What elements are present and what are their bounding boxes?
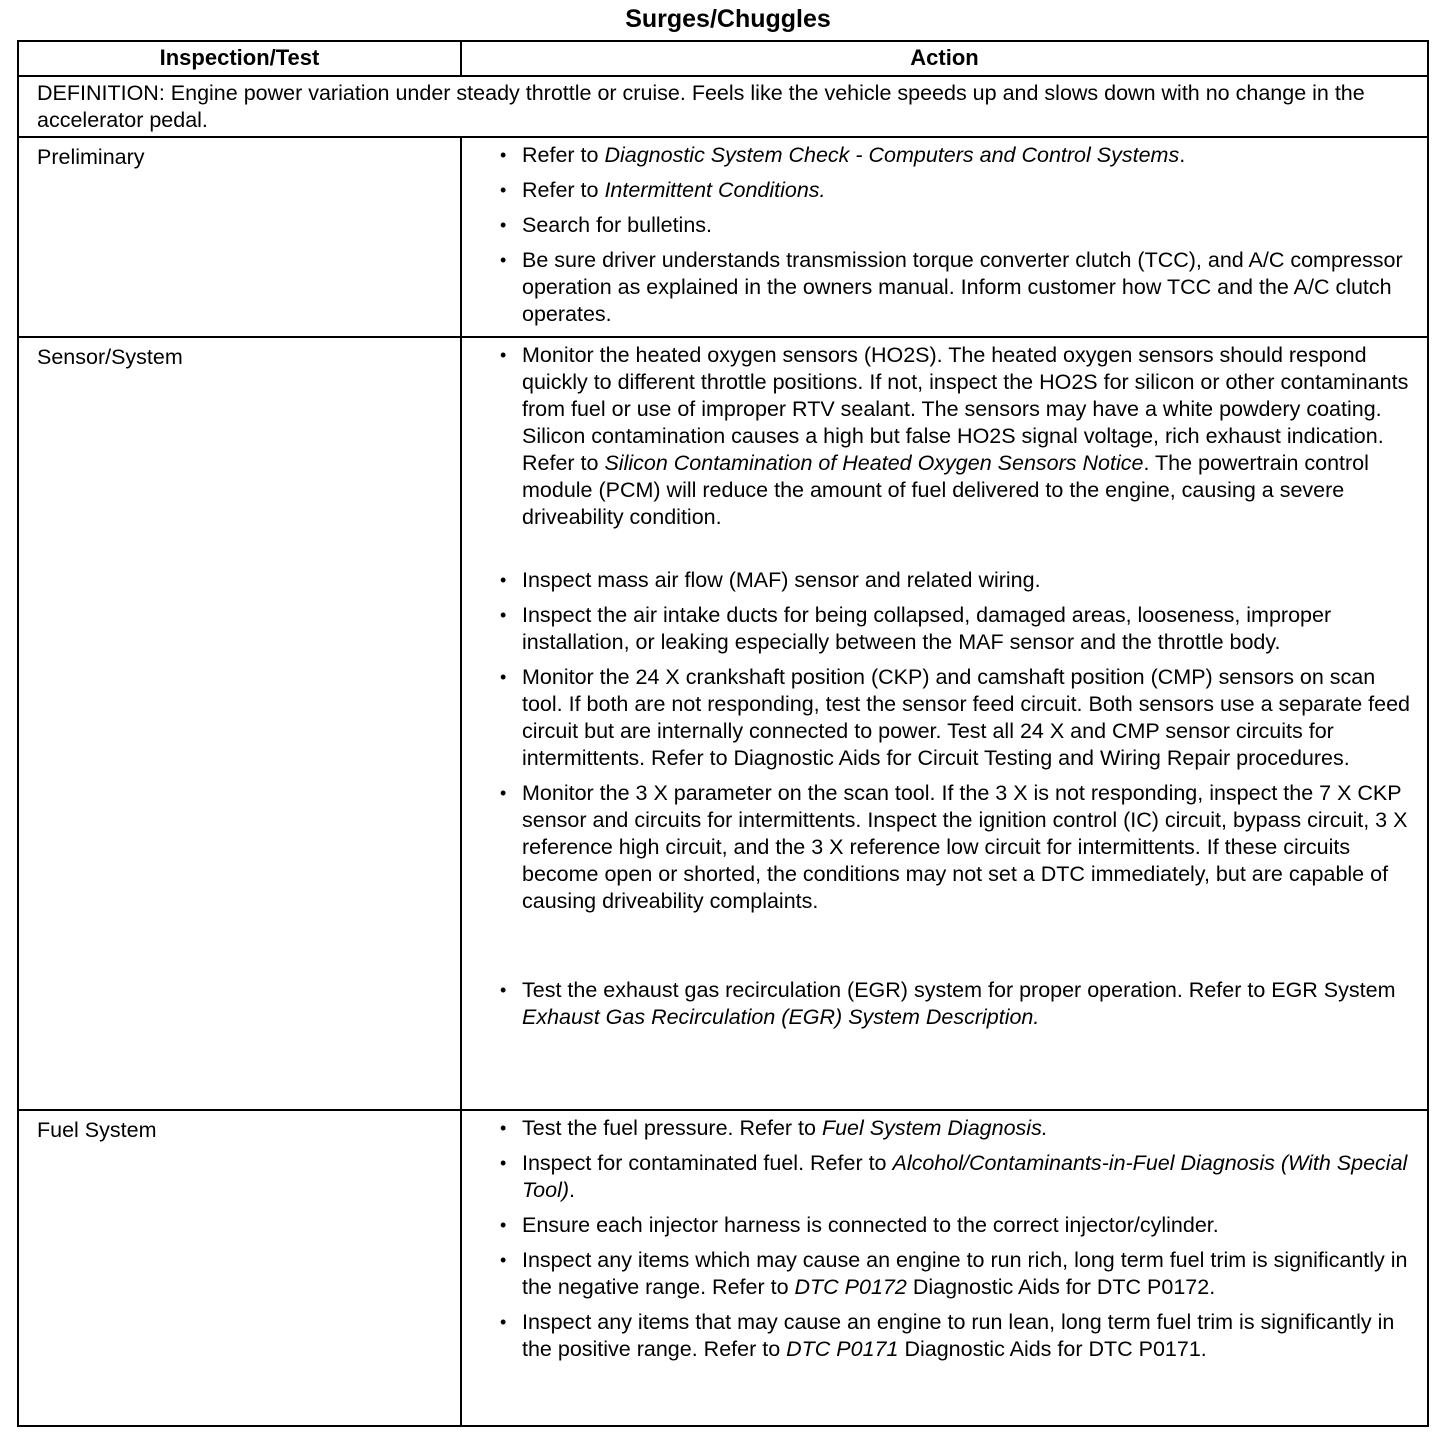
definition-text: DEFINITION: Engine power variation under steady throttle or cruise. Feels like the vehicle speeds up and slows down with no change in the accelerator pedal. xyxy=(18,76,1428,137)
row-label-preliminary: Preliminary xyxy=(18,137,461,337)
diagnostic-table xyxy=(17,40,1429,1427)
action-item: • Test the exhaust gas recirculation (EGR) system for proper operation. Refer to EGR System Exhaust Gas Recirculation (EGR) System Description. xyxy=(500,977,1421,1031)
row-actions-fuel-system xyxy=(461,1110,1428,1426)
row-actions-sensor-system xyxy=(461,337,1428,1110)
table-row xyxy=(18,137,1428,337)
reference-link: DTC P0172 xyxy=(794,1275,907,1299)
reference-link: Alcohol/Contaminants-in-Fuel Diagnosis (With Special Tool) xyxy=(522,1151,1408,1202)
reference-link: Exhaust Gas Recirculation (EGR) System Description. xyxy=(522,1005,1040,1029)
row-label-sensor-system: Sensor/System xyxy=(18,337,461,1110)
action-item: • Ensure each injector harness is connected to the correct injector/cylinder. xyxy=(500,1212,1421,1239)
action-item: • Monitor the heated oxygen sensors (HO2S). The heated oxygen sensors should respond quickly to different throttle positions. If not, inspect the HO2S for silicon or other contaminants from fuel or use of improper RTV sealant. The sensors may have a white powdery coating. Silicon contamination causes a high but false HO2S signal voltage, rich exhaust indication. Refer to Silicon Contamination of Heated Oxygen Sensors Notice. The powertrain control module (PCM) will reduce the amount of fuel delivered to the engine, causing a severe driveability condition. xyxy=(500,342,1421,531)
document-title: Surges/Chuggles xyxy=(625,5,831,33)
action-item: • Test the fuel pressure. Refer to Fuel System Diagnosis. xyxy=(500,1115,1421,1142)
action-item: • Monitor the 24 X crankshaft position (CKP) and camshaft position (CMP) sensors on scan tool. If both are not responding, test the sensor feed circuit. Both sensors use a separate feed circuit but are internally connected to power. Test all 24 X and CMP sensor circuits for intermittents. Refer to Diagnostic Aids for Circuit Testing and Wiring Repair procedures. xyxy=(500,664,1421,772)
action-item: • Refer to Diagnostic System Check - Computers and Control Systems. xyxy=(500,142,1421,169)
action-item: • Inspect mass air flow (MAF) sensor and related wiring. xyxy=(500,567,1421,594)
reference-link: Intermittent Conditions. xyxy=(604,178,826,202)
action-item: • Be sure driver understands transmission torque converter clutch (TCC), and A/C compressor operation as explained in the owners manual. Inform customer how TCC and the A/C clutch operates. xyxy=(500,247,1421,328)
table-row xyxy=(18,337,1428,1110)
column-header-action: Action xyxy=(461,41,1428,76)
reference-link: Diagnostic System Check - Computers and Control Systems xyxy=(604,143,1180,167)
row-label-fuel-system: Fuel System xyxy=(18,1110,461,1426)
reference-link: Silicon Contamination of Heated Oxygen Sensors Notice xyxy=(604,451,1144,475)
column-header-inspection-test: Inspection/Test xyxy=(18,41,461,76)
action-item: • Monitor the 3 X parameter on the scan tool. If the 3 X is not responding, inspect the 7 X CKP sensor and circuits for intermittents. Inspect the ignition control (IC) circuit, bypass circuit, 3 X reference high circuit, and the 3 X reference low circuit for intermittents. If these circuits become open or shorted, the conditions may not set a DTC immediately, but are capable of causing driveability complaints. xyxy=(500,780,1421,915)
row-actions-preliminary xyxy=(461,137,1428,337)
table-header-row xyxy=(18,41,1428,76)
table-row xyxy=(18,1110,1428,1426)
reference-link: Fuel System Diagnosis. xyxy=(821,1116,1048,1140)
action-item: • Inspect any items that may cause an engine to run lean, long term fuel trim is significantly in the positive range. Refer to DTC P0171 Diagnostic Aids for DTC P0171. xyxy=(500,1309,1421,1363)
action-item: • Refer to Intermittent Conditions. xyxy=(500,177,1421,204)
reference-link: DTC P0171 xyxy=(786,1337,899,1361)
action-item: • Search for bulletins. xyxy=(500,212,1421,239)
definition-row xyxy=(18,76,1428,137)
action-item: • Inspect the air intake ducts for being collapsed, damaged areas, looseness, improper installation, or leaking especially between the MAF sensor and the throttle body. xyxy=(500,602,1421,656)
action-item: • Inspect for contaminated fuel. Refer to Alcohol/Contaminants-in-Fuel Diagnosis (With Special Tool). xyxy=(500,1150,1421,1204)
action-item: • Inspect any items which may cause an engine to run rich, long term fuel trim is significantly in the negative range. Refer to DTC P0172 Diagnostic Aids for DTC P0172. xyxy=(500,1247,1421,1301)
